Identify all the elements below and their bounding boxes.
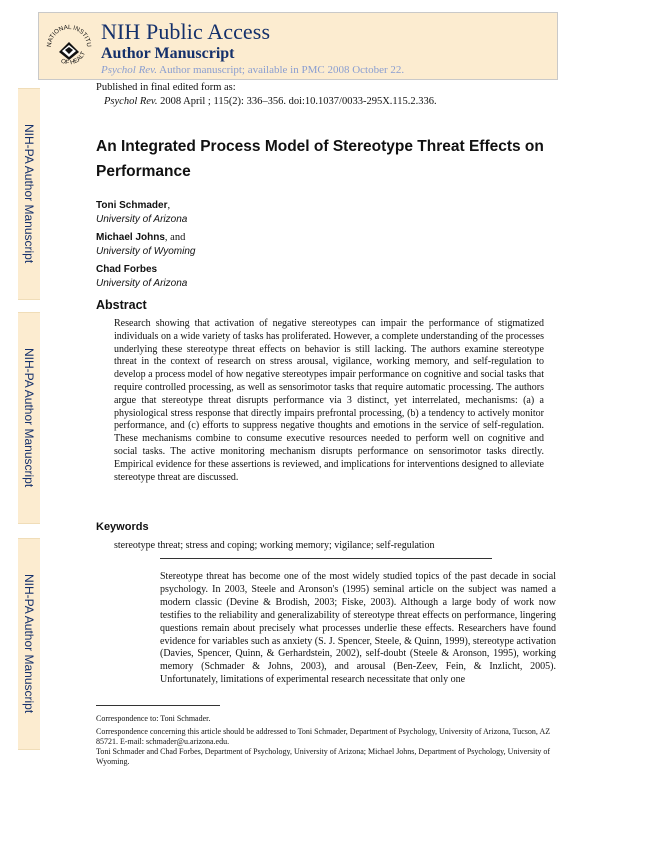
citation-details: 2008 April ; 115(2): 336–356. doi:10.1037/0033-295X.115.2.336. <box>157 96 437 107</box>
author-name: Michael Johns <box>96 232 165 243</box>
author-affiliation: University of Wyoming <box>96 246 196 257</box>
citation-journal: Psychol Rev. <box>104 96 158 107</box>
keywords-heading: Keywords <box>96 521 149 533</box>
citation <box>104 96 437 107</box>
nih-header-banner <box>38 12 558 80</box>
side-label: NIH-PA Author Manuscript <box>22 124 36 264</box>
footnote: Toni Schmader and Chad Forbes, Department of Psychology, University of Arizona; Michael Johns, Department of Psychology, University of Wyoming. <box>96 747 551 767</box>
author-suffix: , <box>167 200 171 211</box>
svg-text:OF HEALTH: OF HEALT <box>59 50 88 67</box>
side-label-bar <box>18 538 40 750</box>
body-paragraph: Stereotype threat has become one of the most widely studied topics of the past decade in social psychology. In 2003, Steele and Aronson's (1995) seminal article on the subject was named a modern classic (Devine & Brodish, 2003; Fiske, 2003). Although a large body of work now testifies to the reliability and generalizability of stereotype threat effects on performance, lingering questions remain about precisely what processes underlie these effects. Researchers have found evidence for variables such as anxiety (S. J. Spencer, Steele, & Quinn, 1999), stereotype activation (Davies, Spencer, Quinn, & Gerhardstein, 2002), self-doubt (Steele & Aronson, 1995), working memory (Schmader & Johns, 2003), and arousal (Ben-Zeev, Fein, & Inzlicht, 2005). Unfortunately, limitations of experimental research necessitate that only one <box>160 571 556 686</box>
abstract-text: Research showing that activation of negative stereotypes can impair the performance of stigmatized individuals on a wide variety of tasks has proliferated. However, a complete understanding of the processes underlying these stereotype threat effects on behavior is still lacking. The authors examine stereotype threat in the context of research on stress arousal, vigilance, working memory, and self-regulation to develop a process model of how negative stereotypes impair performance on cognitive and social tasks that require controlled processing, as well as sensorimotor tasks that require automatic processing. The authors argue that stereotype threat disrupts performance via 3 distinct, yet interrelated, mechanisms: (a) a physiological stress response that directly impairs prefrontal processing, (b) a tendency to actively monitor performance, and (c) efforts to suppress negative thoughts and emotions in the service of self-regulation. These mechanisms combine to consume executive resources needed to perform well on cognitive and social tasks. The active monitoring mechanism disrupts performance on sensorimotor tasks directly. Empirical evidence for these assertions is reviewed, and implications for interventions designed to alleviate stereotype threat are discussed. <box>114 318 544 483</box>
author-name: Chad Forbes <box>96 264 158 275</box>
footnote: Correspondence concerning this article should be addressed to Toni Schmader, Department of Psychology, University of Arizona, Tucson, AZ 85721. E-mail: schmader@u.arizona.edu. <box>96 727 551 747</box>
svg-text:NATIONAL INSTITUTES: NATIONAL INSTITU <box>45 23 93 48</box>
availability-line <box>101 64 404 76</box>
side-label-bar <box>18 312 40 524</box>
author-suffix: , and <box>164 232 186 243</box>
published-line: Published in final edited form as: <box>96 82 236 93</box>
footnote-divider <box>96 705 220 706</box>
side-label: NIH-PA Author Manuscript <box>22 574 36 714</box>
author-affiliation: University of Arizona <box>96 214 188 225</box>
author-block <box>96 199 187 227</box>
header-title: NIH Public Access <box>101 19 271 44</box>
side-label-bar <box>18 88 40 300</box>
availability-journal: Psychol Rev. <box>101 64 157 76</box>
side-label: NIH-PA Author Manuscript <box>22 348 36 488</box>
author-name: Toni Schmader <box>96 200 168 211</box>
keywords-list: stereotype threat; stress and coping; working memory; vigilance; self-regulation <box>114 540 435 551</box>
article-title: An Integrated Process Model of Stereotype Threat Effects on Performance <box>96 138 544 180</box>
footnote: Correspondence to: Toni Schmader. <box>96 714 211 723</box>
nih-seal-logo <box>43 17 95 75</box>
author-block <box>96 231 195 259</box>
header-subtitle: Author Manuscript <box>101 45 235 62</box>
author-affiliation: University of Arizona <box>96 278 188 289</box>
author-block <box>96 263 187 291</box>
availability-text: Author manuscript; available in PMC 2008 October 22. <box>157 64 405 76</box>
abstract-heading: Abstract <box>96 298 147 312</box>
section-divider <box>160 558 492 559</box>
